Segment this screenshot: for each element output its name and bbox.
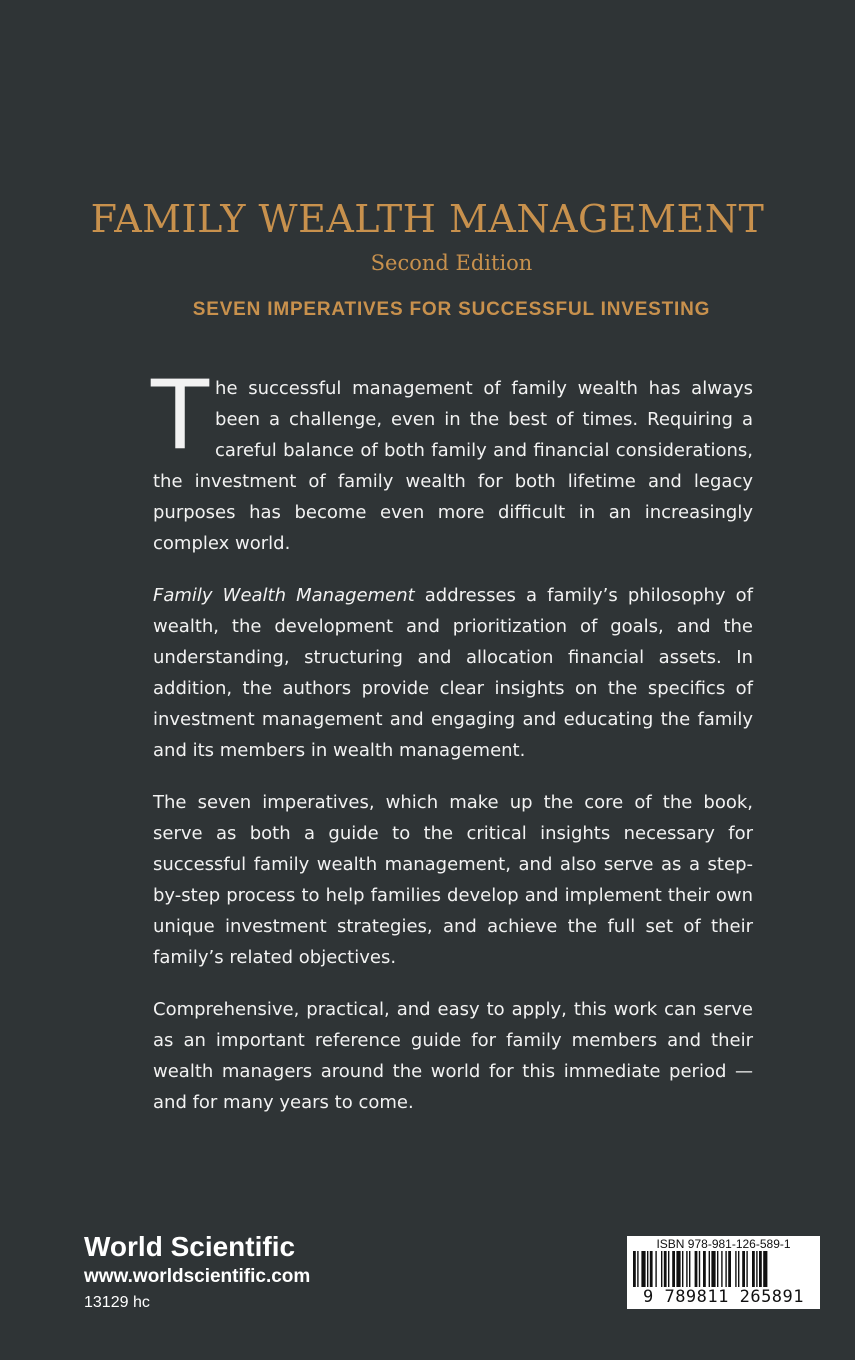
blurb-paragraph-4: Comprehensive, practical, and easy to apply, this work can serve as an important reference guide for family members and their wealth managers around the world for this immediate period — and for many years to come. <box>153 999 753 1113</box>
blurb-paragraph-3: The seven imperatives, which make up the core of the book, serve as both a guide to the critical insights necessary for successful family wealth management, and also serve as a step-by-step process to help families develop and implement their own unique investment strategies, and achieve the full set of their family’s related objectives. <box>153 792 753 968</box>
isbn-barcode <box>627 1236 820 1309</box>
blurb-paragraph-2 <box>153 580 753 766</box>
edition-label: Second Edition <box>370 251 533 275</box>
blurb-paragraph-2-text: addresses a family’s philosophy of wealth, the development and prioritization of goals, and the understanding, structuring and allocation financial assets. In addition, the authors provide clear insights on the specifics of investment management and engaging and educating the family and its members in wealth management. <box>153 585 753 761</box>
blurb-paragraph-1 <box>151 361 753 559</box>
book-title-italic: Family Wealth Management <box>153 585 415 606</box>
publisher-name: World Scientific <box>84 1231 296 1262</box>
publisher-website: www.worldscientific.com <box>84 1266 311 1287</box>
barcode-digits: 9 789811 265891 <box>627 1287 820 1307</box>
drop-cap: T <box>151 361 210 471</box>
blurb-paragraph-1-text: he successful management of family wealth has always been a challenge, even in the best of times. Requiring a careful balance of both family and financial considerations, the investment of family wealth for both lifetime and legacy purposes has become even more difficult in an increasingly complex world. <box>153 378 753 554</box>
book-title: FAMILY WEALTH MANAGEMENT <box>90 197 765 241</box>
product-code: 13129 hc <box>84 1294 150 1311</box>
isbn-label: ISBN 978-981-126-589-1 <box>656 1237 791 1251</box>
blurb <box>151 361 753 1139</box>
book-subtitle: SEVEN IMPERATIVES FOR SUCCESSFUL INVESTING <box>192 299 711 320</box>
